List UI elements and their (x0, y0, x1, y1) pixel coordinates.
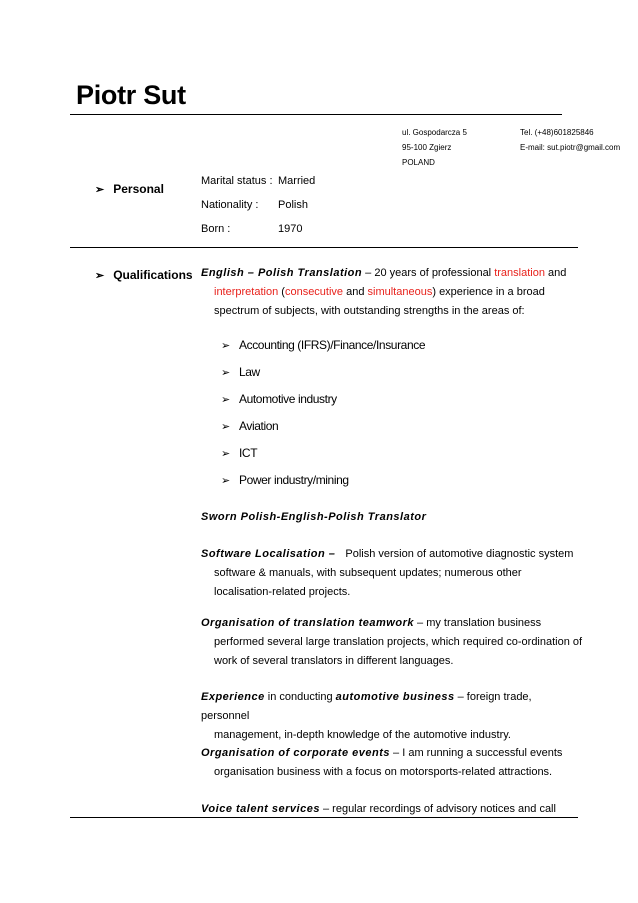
footer-rule (70, 817, 578, 818)
experience-title: Experience (201, 691, 265, 703)
area-item: ➢ ICT (221, 446, 258, 460)
email-address: E-mail: sut.piotr@gmail.com (520, 143, 621, 152)
translation-title: English – Polish Translation (201, 267, 363, 279)
header-rule (70, 114, 562, 115)
personal-value-marital: Married (278, 175, 316, 187)
events-paragraph: Organisation of corporate events – I am running a successful events organisation business with a focus on motorsports-related attractions. (201, 747, 563, 778)
keyword-translation: translation (494, 267, 545, 279)
arrow-bullet-icon: ➢ (221, 448, 230, 460)
voice-title: Voice talent services (201, 803, 320, 815)
keyword-interpretation: interpretation (214, 286, 279, 298)
arrow-bullet-icon: ➢ (95, 270, 105, 282)
voice-paragraph: Voice talent services – regular recordings of advisory notices and call (201, 803, 556, 815)
candidate-name: Piotr Sut (76, 80, 186, 110)
translation-paragraph: English – Polish Translation – 20 years of professional translation and interpretation (consecutive and simultaneous) experience in a broad spectrum of subjects, with outstanding strengths in the areas of: (201, 267, 567, 317)
arrow-bullet-icon: ➢ (95, 184, 105, 196)
personal-label-marital: Marital status : (201, 175, 273, 187)
address-block (402, 125, 467, 170)
personal-value-nationality: Polish (278, 199, 308, 211)
keyword-consecutive: consecutive (284, 286, 344, 298)
personal-value-born: 1970 (278, 223, 303, 235)
address-line: 95-100 Zgierz (402, 143, 452, 152)
section-personal-heading: ➢ Personal (95, 182, 164, 196)
arrow-bullet-icon: ➢ (221, 421, 230, 433)
address-line: ul. Gospodarcza 5 (402, 128, 467, 137)
software-localisation-title: Software Localisation – (201, 548, 336, 560)
phone-number: Tel. (+48)601825846 (520, 128, 594, 137)
personal-label-born: Born : (201, 223, 231, 235)
area-item: ➢ Accounting (IFRS)/Finance/Insurance (221, 338, 426, 352)
software-localisation-paragraph: Software Localisation – Polish version of automotive diagnostic system software & manuals, with subsequent updates; numerous other localisation-related projects. (201, 548, 574, 598)
teamwork-paragraph: Organisation of translation teamwork – my translation business performed several large translation projects, which required co-ordination of work of several translators in different languages. (201, 617, 583, 667)
area-item: ➢ Aviation (221, 419, 279, 433)
arrow-bullet-icon: ➢ (221, 367, 230, 379)
events-title: Organisation of corporate events (201, 747, 390, 759)
section-divider (70, 247, 578, 248)
arrow-bullet-icon: ➢ (221, 340, 230, 352)
arrow-bullet-icon: ➢ (221, 394, 230, 406)
sworn-translator: Sworn Polish-English-Polish Translator (201, 511, 427, 523)
teamwork-title: Organisation of translation teamwork (201, 617, 414, 629)
automotive-business-title: automotive business (335, 691, 455, 703)
keyword-simultaneous: simultaneous (367, 286, 433, 298)
area-item: ➢ Law (221, 365, 260, 379)
personal-label-nationality: Nationality : (201, 199, 259, 211)
contact-block (520, 125, 620, 155)
area-item: ➢ Automotive industry (221, 392, 337, 406)
address-line: POLAND (402, 158, 435, 167)
area-item: ➢ Power industry/mining (221, 473, 349, 487)
section-qualifications-heading: ➢ Qualifications (95, 268, 193, 282)
experience-paragraph: Experience in conducting automotive business – foreign trade, personnel management, in-depth knowledge of the automotive industry. (201, 691, 532, 741)
arrow-bullet-icon: ➢ (221, 475, 230, 487)
